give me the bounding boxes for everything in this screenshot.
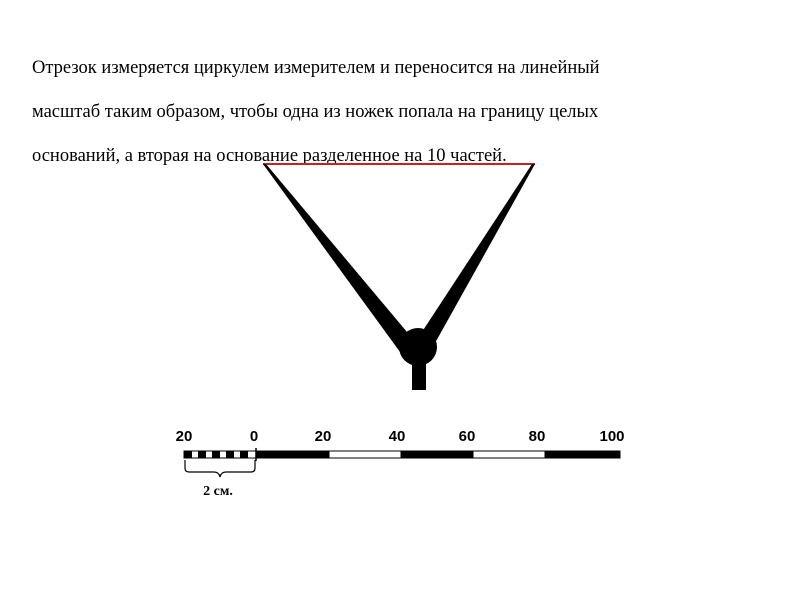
scale-subdivision-1 (184, 451, 192, 458)
scale-label-20: 20 (314, 428, 332, 445)
scale-subdivision-3 (212, 451, 220, 458)
scale-label-80: 80 (528, 428, 546, 445)
scale-base-brace (185, 460, 255, 477)
scale-segment-2 (329, 451, 401, 458)
divider-compass (263, 164, 535, 390)
scale-label-left-20: 20 (175, 428, 193, 445)
scale-subdivision-2 (198, 451, 206, 458)
scale-segment-4 (473, 451, 545, 458)
scale-segment-5 (545, 451, 620, 458)
scale-segment-3 (401, 451, 473, 458)
linear-scale (176, 428, 625, 499)
compass-handle (412, 352, 426, 390)
scale-segment-1 (256, 451, 329, 458)
scale-subdivision-5 (240, 451, 248, 458)
scale-label-60: 60 (458, 428, 476, 445)
caption-line-1: Отрезок измеряется циркулем измерителем и переносится на линейный (32, 58, 600, 78)
scale-label-100: 100 (599, 428, 625, 445)
scale-label-40: 40 (388, 428, 406, 445)
caption-line-3: оснований, а вторая на основание разделенное на 10 частей. (32, 146, 507, 166)
caption-line-2: масштаб таким образом, чтобы одна из ножек попала на границу целых (32, 102, 599, 122)
compass-right-leg (418, 164, 535, 352)
scale-unit-label: 2 см. (203, 484, 233, 499)
compass-left-leg (263, 164, 412, 352)
scale-subdivision-4 (226, 451, 234, 458)
scale-label-0: 0 (249, 428, 259, 445)
